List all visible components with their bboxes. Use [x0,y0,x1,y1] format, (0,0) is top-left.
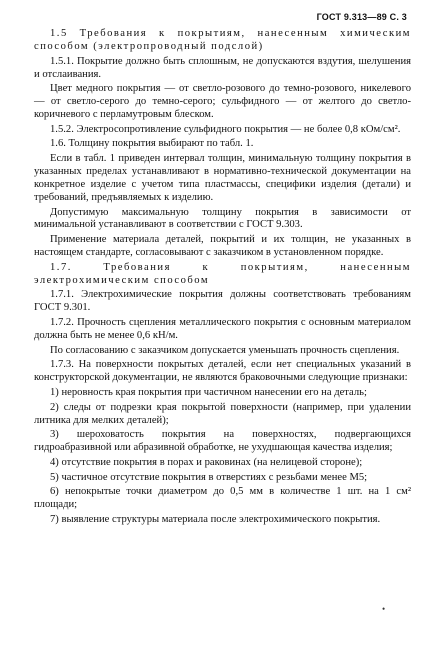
list-item: 2) следы от подрезки края покрытой поверхности (например, при удалении литника для мелких деталей); [34,401,411,426]
page-header: ГОСТ 9.313—89 С. 3 [316,12,407,22]
clause-1-6: 1.6. Толщину покрытия выбирают по табл. 1. [50,138,254,150]
section-1-5-heading: 1.5 Требования к покрытиям, нанесенным химическим способом (электропроводный подслой) [34,28,411,52]
paragraph-adhesion-agreement: По согласованию с заказчиком допускается уменьшать прочность сцепления. [50,344,400,356]
paragraph-thickness-interval: Если в табл. 1 приведен интервал толщин, минимальную толщину покрытия в указанных пределах устанавливают в нормативно-технической документации на конкретное изделие с учетом типа пластмассы, специфики изделия (детали) и требований, предъявляемых к изделию. [34,153,411,203]
paragraph-coating-color: Цвет медного покрытия — от светло-розового до темно-розового, никелевого — от светло-серого до темно-серого; сульфидного — от желтого до светло-коричневого с перламутровым блеском. [34,83,411,121]
document-body [34,28,411,529]
list-item: 3) шероховатость покрытия на поверхностях, подвергающихся гидроабразивной или абразивной обработке, не ухудшающая качества изделия; [34,429,411,454]
footer-mark: • [382,604,386,614]
clause-1-7-2: 1.7.2. Прочность сцепления металлического покрытия с основным материалом должна быть не менее 0,6 кН/м. [34,317,411,341]
list-item: 4) отсутствие покрытия в порах и раковинах (на нелицевой стороне); [50,456,363,468]
clause-1-7-3: 1.7.3. На поверхности покрытых деталей, если нет специальных указаний в конструкторской документации, не являются браковочными следующие признаки: [34,359,411,384]
clause-1-5-1: 1.5.1. Покрытие должно быть сплошным, не допускаются вздутия, шелушения и отслаивания. [34,55,411,80]
clause-1-7-1: 1.7.1. Электрохимические покрытия должны соответствовать требованиям ГОСТ 9.301. [34,289,411,314]
paragraph-max-thickness: Допустимую максимальную толщину покрытия в зависимости от минимальной устанавливают в соответствии с ГОСТ 9.303. [34,206,411,231]
list-item: 1) неровность края покрытия при частичном нанесении его на деталь; [50,386,367,398]
list-item: 7) выявление структуры материала после электрохимического покрытия. [50,513,381,525]
list-item: 6) непокрытые точки диаметром до 0,5 мм в количестве 1 шт. на 1 см² площади; [34,486,411,511]
paragraph-material-agreement: Применение материала деталей, покрытий и их толщин, не указанных в настоящем стандарте, согласовывают с заказчиком в установленном порядке. [34,234,411,259]
section-1-7-heading: 1.7. Требования к покрытиям, нанесенным электрохимическим способом [34,261,411,286]
clause-1-5-2: 1.5.2. Электросопротивление сульфидного покрытия — не более 0,8 кОм/см². [50,123,401,135]
list-item: 5) частичное отсутствие покрытия в отверстиях с резьбами менее М5; [50,471,368,483]
